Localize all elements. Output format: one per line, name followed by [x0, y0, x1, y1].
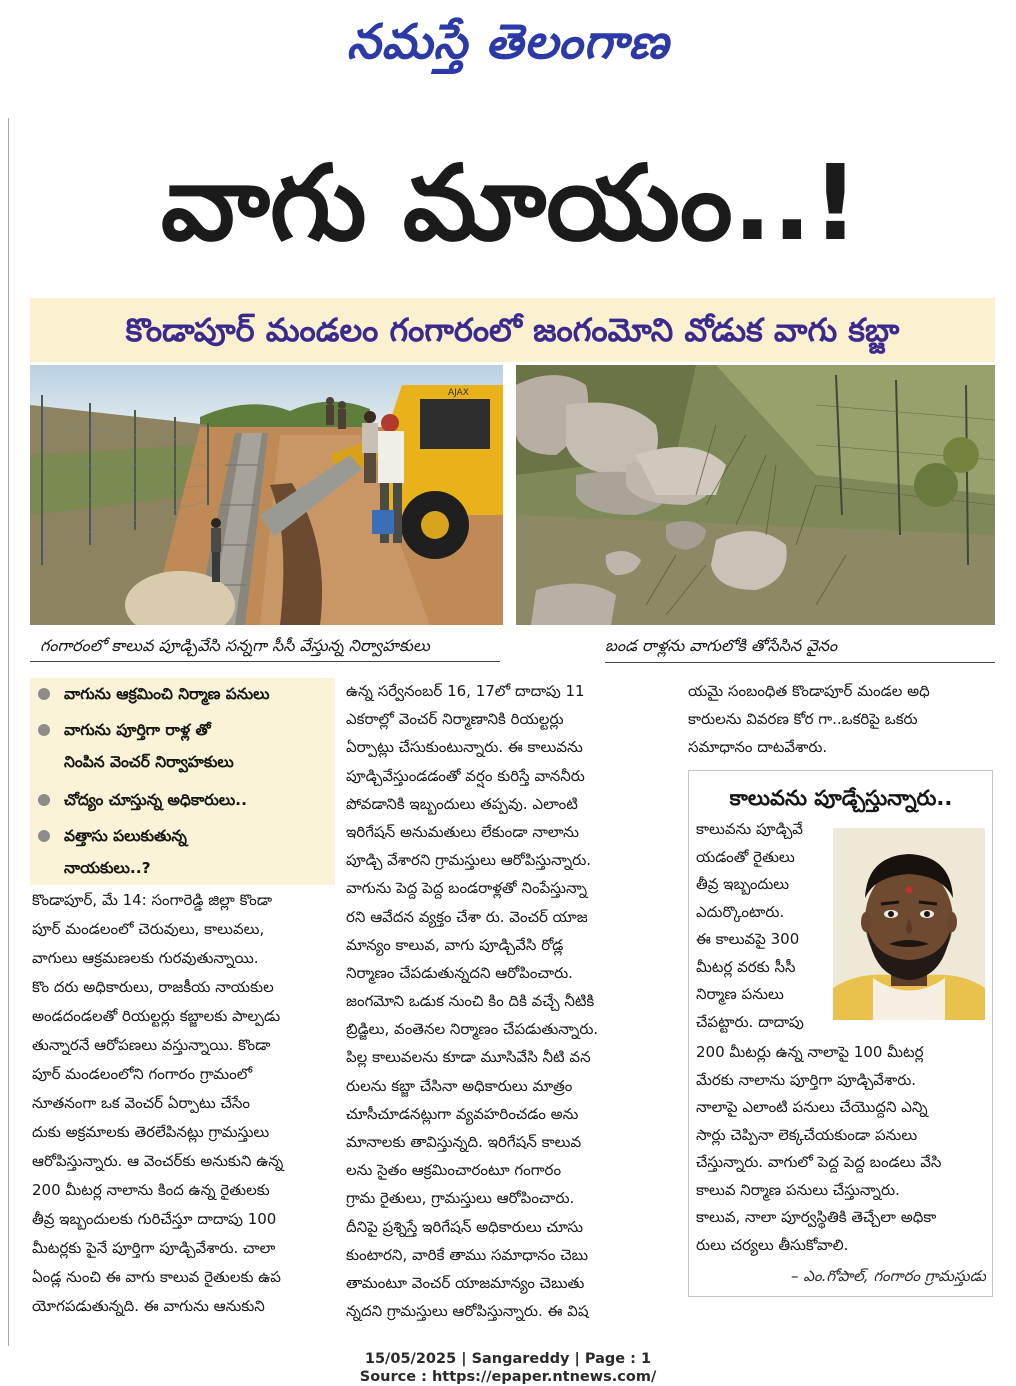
article-line: యమై సంబంధిత కొండాపూర్ మండల అధి	[688, 682, 930, 700]
highlight-text: వాగును పూర్తిగా రాళ్ల తో	[64, 721, 211, 739]
quote-line: తీవ్ర ఇబ్బందులు	[696, 875, 790, 893]
article-line: ఏండ్ల నుంచి ఈ వాగు కాలువ రైతులకు ఉప	[32, 1268, 281, 1286]
article-line: వాగులు ఆక్రమణలకు గురవుతున్నాయి.	[32, 949, 259, 967]
article-column-3	[688, 677, 995, 765]
quote-line: ఎదుర్కొంటారు.	[696, 902, 785, 921]
footer-dateline: 15/05/2025 | Sangareddy | Page : 1	[364, 1351, 652, 1367]
article-line: కుంటారని, వారికే తాము సమాధానం చెబు	[346, 1245, 589, 1264]
subheadline-banner: కొండాపూర్ మండలం గంగారంలో జంగంమోని వోడుక వాగు కబ్జా	[30, 298, 995, 362]
highlight-text: వత్తాసు పలుకుతున్న	[64, 827, 187, 845]
footer-source: Source : https://epaper.ntnews.com/	[359, 1369, 657, 1385]
masthead-title: నమస్తే తెలంగాణ	[346, 14, 670, 70]
article-line: పిల్ల కాలువలను కూడా మూసివేసి నీటి వన	[346, 1048, 591, 1067]
article-line: చూసీచూడనట్లుగా వ్యవహరించడం అను	[346, 1104, 579, 1123]
article-line: గ్రామ రైతులు, గ్రామస్తులు ఆరోపించారు.	[346, 1189, 575, 1208]
article-line: జంగమోని ఒడుక నుంచి కిం దికి వచ్చే నీటికి	[346, 992, 595, 1011]
article-line: తున్నారనే ఆరోపణలు వస్తున్నాయి. కొండా	[32, 1036, 271, 1054]
article-line: ఎకరాల్లో వెంచర్ నిర్మాణానికి రియల్టర్లు	[346, 710, 564, 729]
article-line: వాగును పెద్ద పెద్ద బండరాళ్లతో నింపేస్తున్నా	[346, 879, 588, 898]
quote-line: మేరకు నాలాను పూర్తిగా పూడ్చివేశారు.	[696, 1070, 917, 1089]
article-line: పూడ్చి వేశారని గ్రామస్తులు ఆరోపిస్తున్నారు.	[346, 851, 592, 870]
article-line: తామంటూ వెంచర్ యాజమాన్యం చెబుతు	[346, 1273, 585, 1292]
quote-line: కాలువ నిర్మాణ పనులు చేస్తున్నారు.	[696, 1180, 900, 1199]
quote-line: కాలువ, నాలా పూర్వస్థితికి తెచ్చేలా అధికా	[696, 1208, 937, 1226]
article-line: యోగపడుతున్నది. ఈ వాగును ఆనుకుని	[32, 1297, 265, 1315]
bullet-icon	[38, 794, 50, 806]
quote-line: సార్లు చెప్పినా లెక్కచేయకుండా పనులు	[696, 1125, 918, 1144]
article-line: నిర్మాణం చేపడుతున్నదని ఆరోపించారు.	[346, 963, 573, 982]
quote-line: నిర్మాణ పనులు	[696, 985, 784, 1003]
bullet-icon	[38, 724, 50, 736]
quote-line: ఈ కాలువపై 300	[696, 930, 800, 948]
article-line: మాన్యం కాలువ, వాగు పూడ్చివేసి రోడ్ల	[346, 935, 564, 954]
quote-line: యడంతో రైతులు	[696, 847, 795, 866]
quote-text-beside-photo	[696, 816, 828, 1038]
article-column-1	[32, 886, 335, 1326]
highlight-text: చోద్యం చూస్తున్న అధికారులు..	[64, 791, 247, 809]
article-line: కారులను వివరణ కోర గా..ఒకరిపై ఒకరు	[688, 710, 918, 728]
quote-line: చేస్తున్నారు. వాగులో పెద్ద పెద్ద బండలు వేసి	[696, 1153, 942, 1171]
article-line: దుకు అక్రమాలకు తెరలేపినట్లు గ్రామస్తులు	[32, 1123, 270, 1141]
villager-portrait-photo	[833, 828, 985, 1020]
quote-line: 200 మీటర్లు ఉన్న నాలాపై 100 మీటర్ల	[696, 1043, 924, 1061]
left-photo-caption: గంగారంలో కాలువ పూడ్చివేసి సన్నగా సీసీ వేస్తున్న నిర్వాహకులు	[30, 630, 500, 662]
highlight-text: నాయకులు..?	[64, 859, 151, 877]
article-line: బ్రిడ్జిలు, వంతెనల నిర్మాణం చేపడుతున్నారు.	[346, 1020, 599, 1039]
construction-photo	[30, 365, 503, 625]
highlight-text: వాగును ఆక్రమించి నిర్మాణ పనులు	[64, 685, 270, 703]
bullet-icon	[38, 830, 50, 842]
article-line: సమాధానం దాటవేశారు.	[688, 738, 828, 756]
article-line: రులను కబ్జా చేసినా అధికారులు మాత్రం	[346, 1076, 573, 1095]
article-line: పూర్ మండలంలోని గంగారం గ్రామంలో	[32, 1065, 253, 1083]
article-line: పూర్ మండలంలో చెరువులు, కాలువలు,	[32, 920, 265, 938]
quote-heading: కాలువను పూడ్చేస్తున్నారు..	[729, 786, 953, 810]
quote-line: చేపట్టారు. దాదాపు	[696, 1012, 804, 1031]
article-column-2	[346, 677, 664, 1329]
page-margin-rule	[8, 118, 9, 1346]
highlights-box	[30, 678, 335, 885]
quote-text	[696, 1039, 989, 1261]
article-line: పోవడానికి ఇబ్బందులు తప్పవు. ఎలాంటి	[346, 794, 578, 813]
article-line: లను సైతం ఆక్రమించారంటూ గంగారం	[346, 1161, 562, 1180]
article-line: ఏర్పాట్లు చేసుకుంటున్నారు. ఈ కాలువను	[346, 738, 583, 757]
quote-line: రులు చర్యలు తీసుకోవాలి.	[696, 1235, 849, 1254]
article-line: ఇరిగేషన్ అనుమతులు లేకుండా నాలాను	[346, 822, 579, 841]
quote-line: నాలాపై ఎలాంటి పనులు చేయొద్దని ఎన్ని	[696, 1098, 928, 1116]
bullet-icon	[38, 688, 50, 700]
article-line: న్నదని గ్రామస్తులు ఆరోపిస్తున్నారు. ఈ విష	[346, 1302, 589, 1321]
article-line: మానాలకు తావిస్తున్నది. ఇరిగేషన్ కాలువ	[346, 1133, 582, 1151]
article-line: ఆరోపిస్తున్నారు. ఆ వెంచర్‌కు అనుకుని ఉన్న	[32, 1152, 284, 1170]
article-line: కొండాపూర్, మే 14: సంగారెడ్డి జిల్లా కొండా	[32, 891, 273, 909]
article-line: 200 మీటర్ల నాలాను కింద ఉన్న రైతులకు	[32, 1181, 270, 1199]
article-line: దీనిపై ప్రశ్నిస్తే ఇరిగేషన్ అధికారులు చూసు	[346, 1217, 584, 1236]
quote-line: కాలువను పూడ్చివే	[696, 820, 803, 838]
article-line: కొం దరు అధికారులు, రాజకీయ నాయకుల	[32, 978, 274, 996]
article-line: తీవ్ర ఇబ్బందులకు గురిచేస్తూ దాదాపు 100	[32, 1210, 277, 1228]
headline: వాగు మాయం..!	[160, 142, 860, 264]
article-line: పూడ్చివేస్తుండడంతో వర్షం కురిస్తే వాననీరు	[346, 766, 585, 785]
right-photo-caption: బండ రాళ్లను వాగులోకి తోసేసిన వైనం	[605, 630, 995, 663]
article-line: రని ఆవేదన వ్యక్తం చేశా రు. వెంచర్ యాజ	[346, 907, 588, 926]
quote-attribution: – ఎం.గోపాల్, గంగారం గ్రామస్తుడు	[791, 1267, 986, 1285]
article-line: ఉన్న సర్వేనంబర్ 16, 17లో దాదాపు 11	[346, 682, 585, 700]
quote-line: మీటర్ల వరకు సీసీ	[696, 957, 796, 976]
article-line: మీటర్లకు పైనే పూర్తిగా పూడ్చివేశారు. చాలా	[32, 1239, 276, 1257]
article-line: అండదండలతో రియల్టర్లు కబ్జాలకు పాల్పడు	[32, 1007, 281, 1025]
article-line: నూతనంగా ఒక వెంచర్ ఏర్పాటు చేసేం	[32, 1094, 251, 1112]
svg-text:AJAX: AJAX	[448, 388, 469, 398]
rocks-in-stream-photo	[516, 365, 995, 625]
highlight-text: నింపిన వెంచర్ నిర్వాహకులు	[64, 753, 234, 771]
